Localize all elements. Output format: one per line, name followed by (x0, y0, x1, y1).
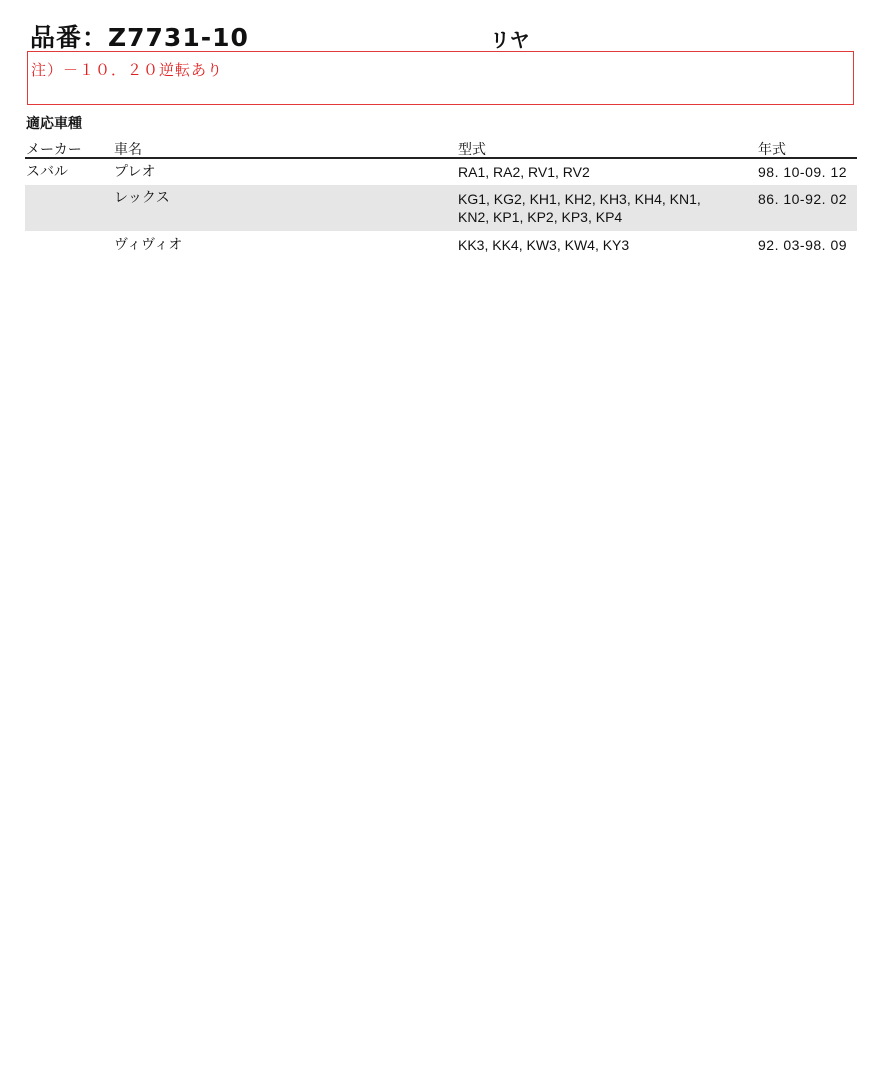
car-name-cell: プレオ (114, 164, 156, 180)
model-code-cell: RA1, RA2, RV1, RV2 (458, 164, 590, 180)
maker-cell: スバル (26, 164, 68, 180)
compatible-vehicles-table (25, 137, 857, 259)
year-range-cell: 98. 10-09. 12 (758, 164, 848, 180)
table-header (25, 137, 857, 159)
note-text: 注）－１０．２０逆転あり (31, 61, 224, 79)
car-name-cell: レックス (114, 190, 170, 206)
part-number-label: 品番：Z7731-10 (30, 23, 249, 52)
year-range-cell: 86. 10-92. 02 (758, 191, 848, 207)
section-title: 適応車種 (26, 116, 82, 132)
model-code-cell: KG1, KG2, KH1, KH2, KH3, KH4, KN1, KN2, KP1, KP2, KP3, KP4 (458, 191, 701, 225)
car-name-cell: ヴィヴィオ (114, 237, 183, 253)
column-header-year: 年式 (758, 142, 786, 158)
note-box (27, 51, 854, 105)
column-header-car: 車名 (114, 142, 142, 158)
model-code-cell: KK3, KK4, KW3, KW4, KY3 (458, 237, 630, 253)
year-range-cell: 92. 03-98. 09 (758, 237, 848, 253)
column-header-maker: メーカー (26, 142, 82, 158)
table-row (25, 159, 857, 185)
table-row (25, 185, 857, 231)
table-row (25, 231, 857, 259)
position-label: リヤ (490, 28, 530, 52)
column-header-model: 型式 (458, 142, 486, 158)
